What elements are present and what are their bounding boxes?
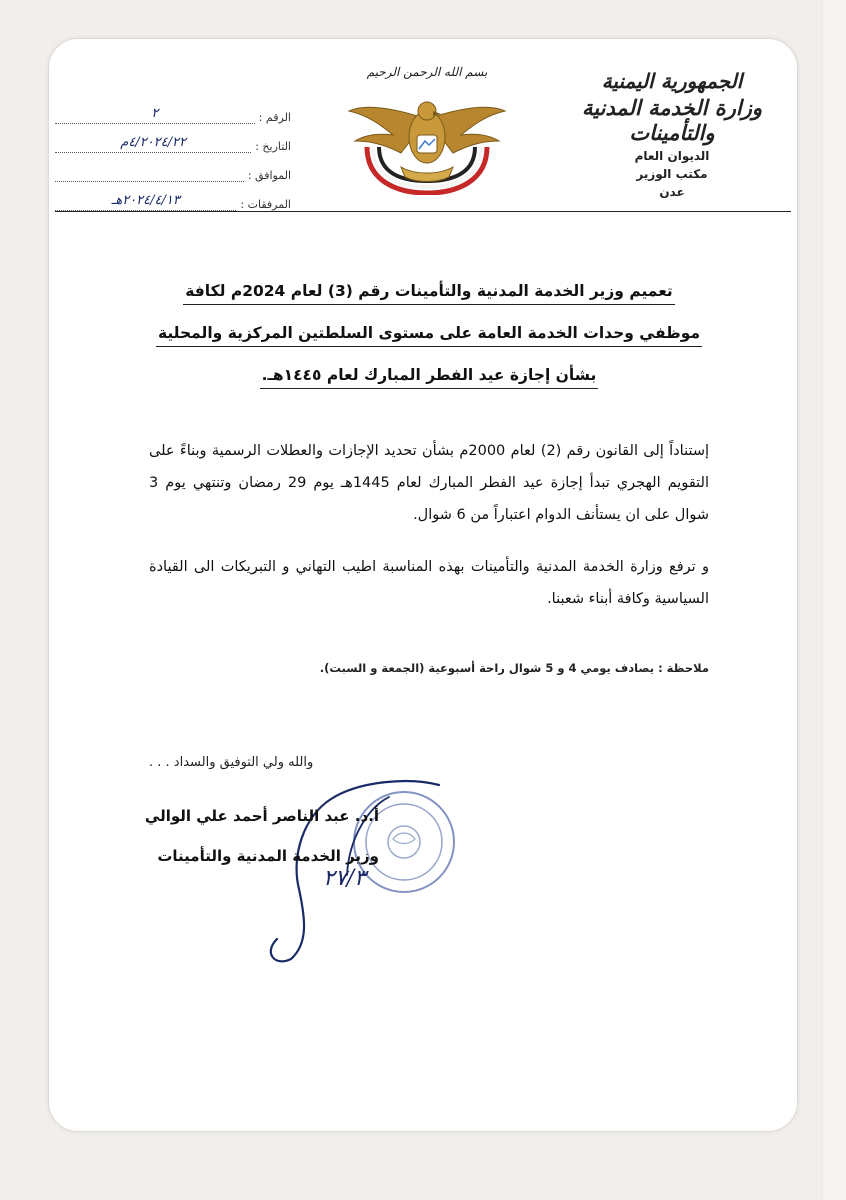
number-label: الرقم : <box>258 111 291 124</box>
date-label: التاريخ : <box>255 140 291 153</box>
signature-icon <box>239 777 469 967</box>
body-paragraph-2: و ترفع وزارة الخدمة المدنية والتأمينات بهذه المناسبة اطيب التهاني و التبريكات الى القيادة السياسية وكافة أبناء شعبنا. <box>149 559 709 607</box>
letterhead-right <box>557 69 787 199</box>
number-row <box>55 95 291 124</box>
attachments-label: المرفقات : <box>240 198 291 211</box>
office-line-2: مكتب الوزير <box>636 167 708 181</box>
ministry-name: وزارة الخدمة المدنية والتأمينات <box>581 95 763 145</box>
header-divider <box>55 211 791 212</box>
number-value: ٢ <box>55 106 255 124</box>
note: ملاحظة : يصادف يومي 4 و 5 شوال راحة أسبوعية (الجمعة و السبت). <box>319 661 709 675</box>
letterhead-center <box>335 61 519 201</box>
corresponding-value <box>55 164 244 182</box>
title-line-1: تعميم وزير الخدمة المدنية والتأمينات رقم (3) لعام 2024م لكافة <box>183 278 675 305</box>
corresponding-label: الموافق : <box>247 169 291 182</box>
date-value: ٤/٢٠٢٤/٢٢م <box>55 135 251 153</box>
office-line-3: عدن <box>659 185 685 199</box>
attachments-row <box>55 182 291 211</box>
screen-edge-strip <box>822 0 846 1200</box>
closing-line: والله ولي التوفيق والسداد . . . <box>149 755 314 770</box>
reference-block <box>55 95 291 211</box>
yemen-eagle-emblem-icon <box>347 89 507 195</box>
office-line-1: الديوان العام <box>634 149 710 163</box>
title-line-3: بشأن إجازة عيد الفطر المبارك لعام ١٤٤٥هـ. <box>260 362 599 389</box>
attachments-value: ٢٠٢٤/٤/١٣هـ <box>55 193 236 211</box>
document-page <box>48 38 798 1132</box>
corresponding-row <box>55 153 291 182</box>
basmala: بسم الله الرحمن الرحيم <box>366 65 488 79</box>
date-row <box>55 124 291 153</box>
signatory-name: أ.د. عبد الناصر أحمد علي الوالي <box>144 807 379 825</box>
signature-handwritten-mark: ٢٧/٣ <box>323 866 366 891</box>
body-paragraph-1: إستناداً إلى القانون رقم (2) لعام 2000م بشأن تحديد الإجازات والعطلات الرسمية وبناءً على التقويم الهجري تبدأ إجازة عيد الفطر المبارك لعام 1445هـ يوم 29 رمضان وتنتهي يوم 3 شوال على ان يستأنف الدوام اعتباراً من 6 شوال. <box>149 443 710 523</box>
circular-title <box>149 271 709 397</box>
republic-name: الجمهورية اليمنية <box>601 69 743 93</box>
signatory-title: وزير الخدمة المدنية والتأمينات <box>157 847 379 865</box>
title-line-2: موظفي وحدات الخدمة العامة على مستوى السلطتين المركزية والمحلية <box>156 320 702 347</box>
